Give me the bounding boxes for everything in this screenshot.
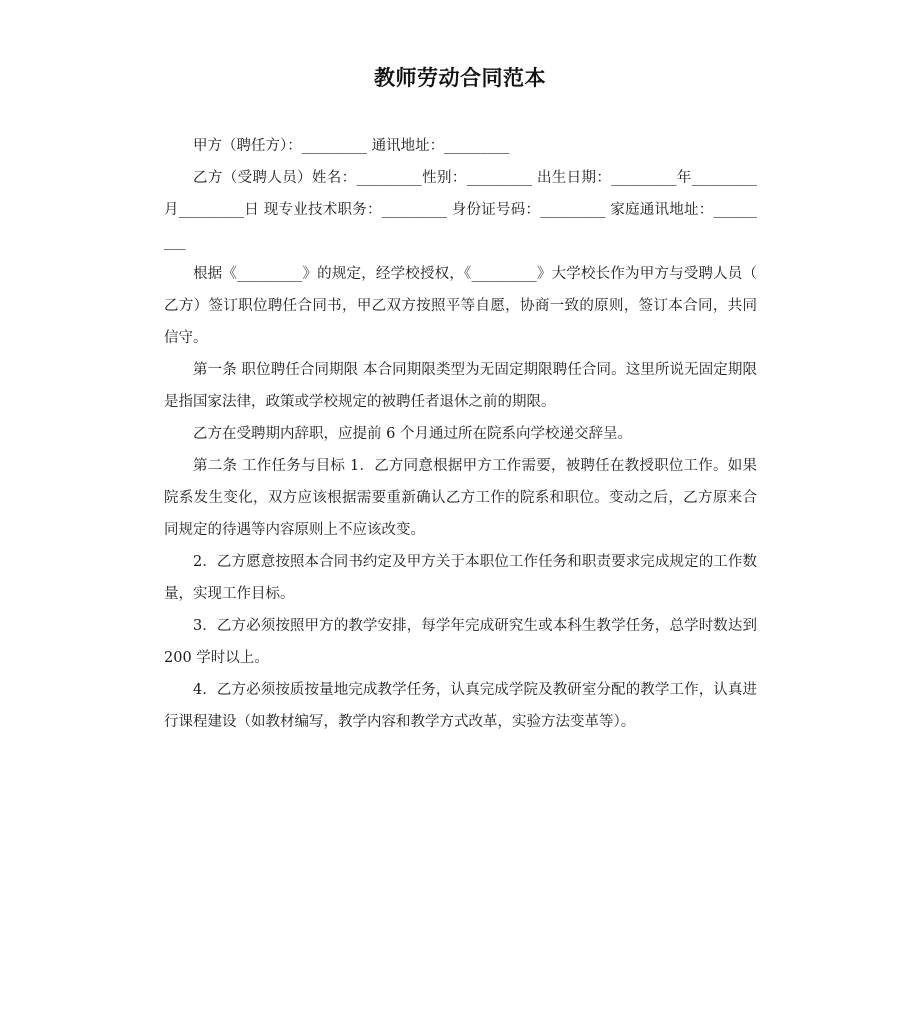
- paragraph-resignation: 乙方在受聘期内辞职，应提前 6 个月通过所在院系向学校递交辞呈。: [193, 426, 632, 442]
- paragraph-item-2: 2．乙方愿意按照本合同书约定及甲方关于本职位工作任务和职责要求完成规定的工作数量，实现工作目标。: [164, 554, 757, 602]
- document-body: [164, 130, 757, 738]
- document-title: 教师劳动合同范本: [374, 66, 546, 90]
- paragraph-party-a: 甲方（聘任方）：_________ 通讯地址：_________: [193, 138, 510, 154]
- paragraph-item-3: 3．乙方必须按照甲方的教学安排，每学年完成研究生或本科生教学任务，总学时数达到 200 学时以上。: [164, 618, 757, 666]
- paragraph-preamble: 根据《_________》的规定，经学校授权，《_________》大学校长作为甲方与受聘人员（乙方）签订职位聘任合同书，甲乙双方按照平等自愿，协商一致的原则，签订本合同，共同信守。: [164, 266, 757, 346]
- paragraph-article-2: 第二条 工作任务与目标 1．乙方同意根据甲方工作需要，被聘任在教授职位工作。如果院系发生变化，双方应该根据需要重新确认乙方工作的院系和职位。变动之后，乙方原来合同规定的待遇等内容原则上不应该改变。: [164, 458, 757, 538]
- paragraph-party-b: 乙方（受聘人员）姓名：_________性别：_________ 出生日期：_________年_________月_________日 现专业技术职务：_________ 身份证号码：_________ 家庭通讯地址：_________: [164, 170, 757, 250]
- paragraph-article-1: 第一条 职位聘任合同期限 本合同期限类型为无固定期限聘任合同。这里所说无固定期限是指国家法律，政策或学校规定的被聘任者退休之前的期限。: [164, 362, 757, 410]
- paragraph-item-4: 4．乙方必须按质按量地完成教学任务，认真完成学院及教研室分配的教学工作，认真进行课程建设（如教材编写，教学内容和教学方式改革，实验方法变革等）。: [164, 682, 757, 730]
